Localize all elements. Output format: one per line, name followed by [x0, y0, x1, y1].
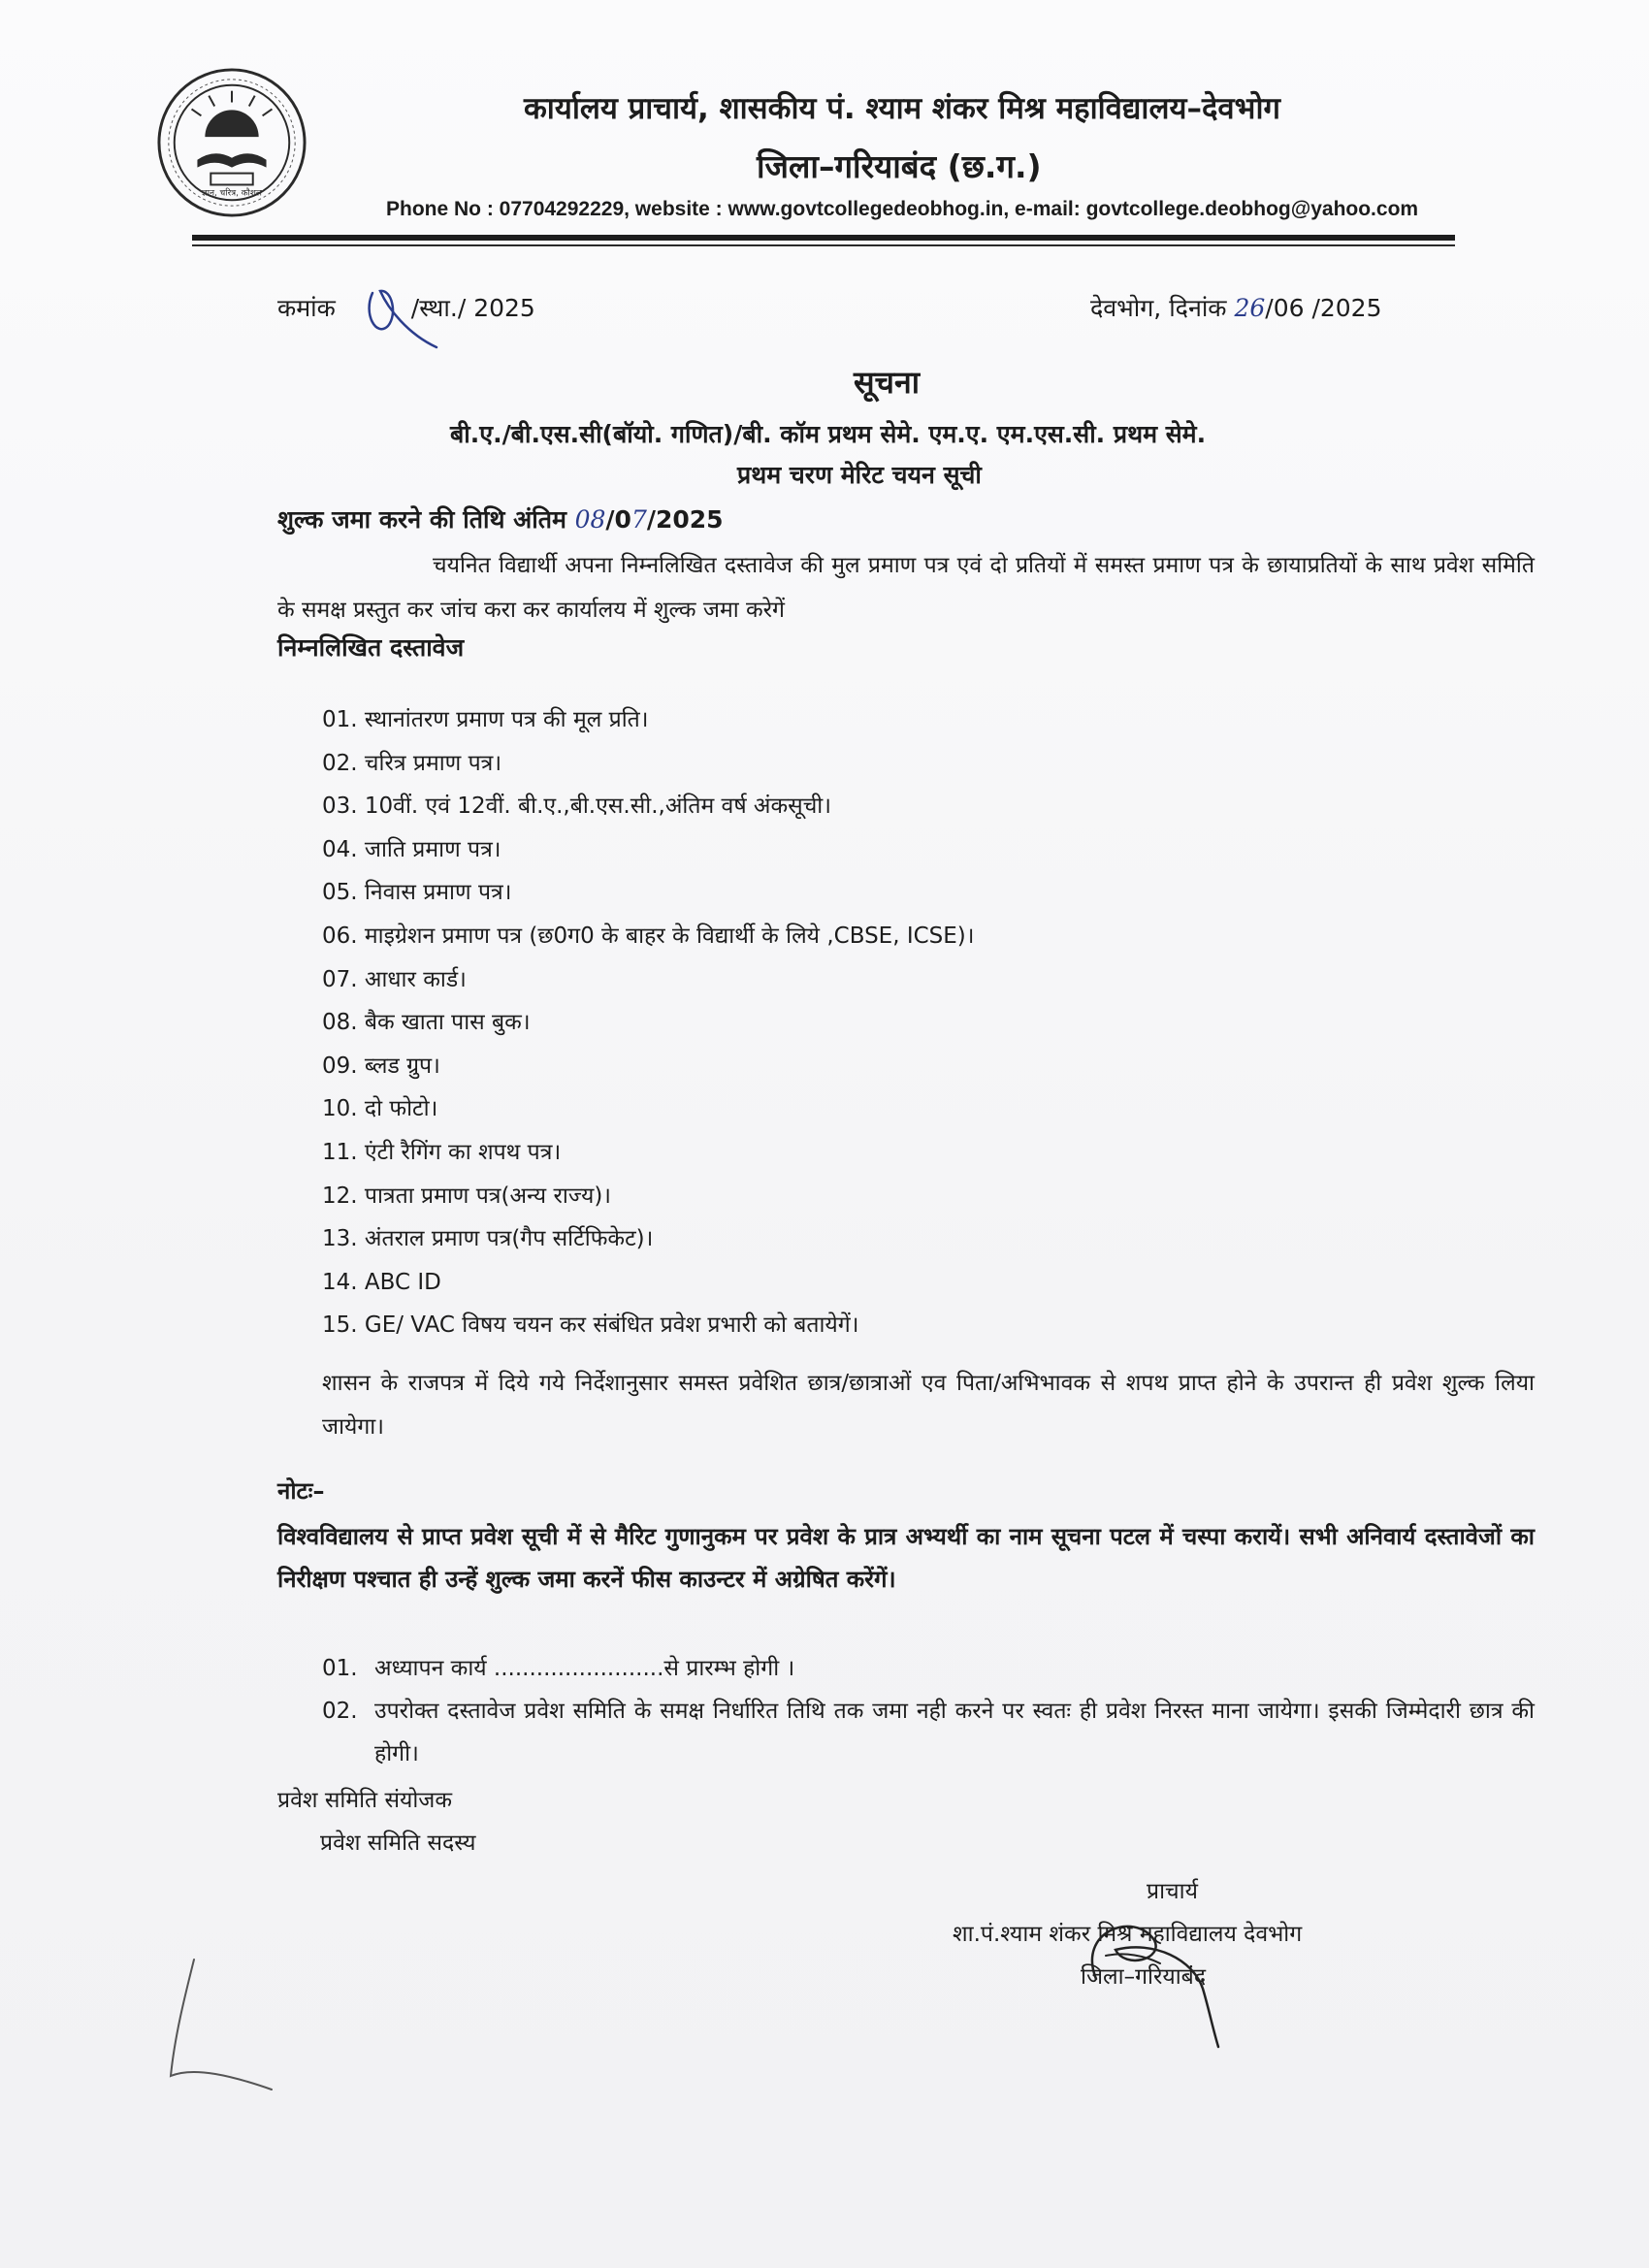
- fee-sep: /0: [605, 505, 631, 534]
- pen-mark-icon: [165, 1950, 281, 2095]
- list-item: 01. स्थानांतरण प्रमाण पत्र की मूल प्रति।: [322, 707, 649, 732]
- signatory-college: शा.पं.श्याम शंकर मिश्र महाविद्यालय देवभोग: [953, 1922, 1303, 1947]
- date-prefix: देवभोग, दिनांक: [1090, 294, 1235, 322]
- list-item: 14. ABC ID: [322, 1269, 441, 1295]
- reference-suffix: /स्था./ 2025: [403, 294, 535, 322]
- list-item: 15. GE/ VAC विषय चयन कर संबंधित प्रवेश प्रभारी को बतायेगें।: [322, 1312, 859, 1339]
- note-item-text: उपरोक्त दस्तावेज प्रवेश समिति के समक्ष निर्धारित तिथि तक जमा नही करने पर स्वतः ही प्रवेश निरस्त माना जायेगा। इसकी जिम्मेदारी छात्र की होगी।: [374, 1699, 1535, 1766]
- list-item: 02. चरित्र प्रमाण पत्र।: [322, 750, 502, 776]
- fee-hand-month: 7: [630, 505, 647, 534]
- list-item: 12. पात्रता प्रमाण पत्र(अन्य राज्य)।: [322, 1183, 612, 1209]
- documents-heading: निम्नलिखित दस्तावेज: [277, 633, 465, 662]
- note-item-number: 02.: [322, 1699, 358, 1724]
- committee-convener: प्रवेश समिति संयोजक: [277, 1788, 453, 1813]
- instruction-paragraph: [277, 543, 1535, 632]
- district-title: जिला–गरियाबंद (छ.ग.): [757, 147, 1042, 185]
- documents-list: [322, 698, 974, 1347]
- header-divider-thin: [192, 244, 1455, 246]
- fee-deadline: [277, 502, 724, 535]
- seal-motto: ज्ञान, चरित्र, कौशल: [202, 188, 262, 199]
- signature-icon: [1067, 1901, 1261, 2057]
- handwritten-scribble-icon: [359, 279, 440, 351]
- list-item: 04. जाति प्रमाण पत्र।: [322, 836, 501, 862]
- fee-year: /2025: [646, 505, 724, 534]
- signatory-district: जिला–गरियाबंद: [1081, 1964, 1207, 1990]
- note-item-text: अध्यापन कार्य ........................से प्रारम्भ होगी ।: [374, 1656, 795, 1681]
- notice-courses: बी.ए./बी.एस.सी(बॉयो. गणित)/बी. कॉम प्रथम सेमे. एम.ए. एम.एस.सी. प्रथम सेमे.: [450, 420, 1207, 448]
- instruction-text: चयनित विद्यार्थी अपना निम्नलिखित दस्तावेज की मुल प्रमाण पत्र एवं दो प्रतियों में समस्त प्रमाण पत्र के छायाप्रतियों के साथ प्रवेश समिति के समक्ष प्रस्तुत कर जांच करा कर कार्यालय में शुल्क जमा करेगें: [277, 553, 1535, 623]
- signatory-designation: प्राचार्य: [1147, 1879, 1198, 1904]
- list-item: 13. अंतराल प्रमाण पत्र(गैप सर्टिफिकेट)।: [322, 1226, 654, 1252]
- note-paragraph: विश्वविद्यालय से प्राप्त प्रवेश सूची में से मैरिट गुणानुकम पर प्रवेश के प्रात्र अभ्यर्थी का नाम सूचना पटल में चस्पा करायें। सभी अनिवार्य दस्तावेजों का निरीक्षण पश्चात ही उन्हें शुल्क जमा करनें फीस काउन्टर में अग्रेषित करेंगें।: [277, 1523, 1535, 1593]
- list-item: 09. ब्लड ग्रुप।: [322, 1053, 440, 1079]
- issue-date: [1090, 291, 1382, 324]
- list-item: 07. आधार कार्ड।: [322, 966, 467, 992]
- list-item: 06. माइग्रेशन प्रमाण पत्र (छ0ग0 के बाहर के विद्यार्थी के लिये ,CBSE, ICSE)।: [322, 923, 975, 949]
- reference-prefix: कमांक: [277, 294, 336, 322]
- notice-title: सूचना: [854, 364, 921, 401]
- note-list: [322, 1647, 1535, 1775]
- list-item: 05. निवास प्रमाण पत्र।: [322, 880, 512, 906]
- committee-block: [277, 1779, 476, 1864]
- list-item: 08. बैक खाता पास बुक।: [322, 1010, 531, 1036]
- notice-subtitle: प्रथम चरण मेरिट चयन सूची: [737, 461, 982, 489]
- office-title: कार्यालय प्राचार्य, शासकीय पं. श्याम शंकर मिश्र महाविद्यालय–देवभोग: [524, 91, 1280, 126]
- fee-hand-day: 08: [574, 505, 606, 534]
- fee-deadline-label: शुल्क जमा करने की तिथि अंतिम: [277, 505, 575, 534]
- list-item: [322, 1690, 1535, 1775]
- list-item: 10. दो फोटो।: [322, 1096, 438, 1122]
- note-item-number: 01.: [322, 1656, 358, 1681]
- header-divider: [192, 235, 1455, 241]
- college-seal-icon: [155, 66, 308, 219]
- note-label: नोटः–: [277, 1477, 325, 1505]
- gazette-paragraph: शासन के राजपत्र में दिये गये निर्देशानुसार समस्त प्रवेशित छात्र/छात्राओं एव पिता/अभिभावक से शपथ प्राप्त होने के उपरान्त ही प्रवेश शुल्क लिया जायेगा।: [322, 1371, 1535, 1440]
- date-handwritten-day: 26: [1234, 294, 1266, 322]
- committee-member: प्रवेश समिति सदस्य: [320, 1831, 476, 1856]
- list-item: 11. एंटी रैगिंग का शपथ पत्र।: [322, 1139, 562, 1165]
- list-item: 03. 10वीं. एवं 12वीं. बी.ए.,बी.एस.सी.,अंतिम वर्ष अंकसूची।: [322, 794, 831, 820]
- list-item: [322, 1647, 1535, 1690]
- contact-line: Phone No : 07704292229, website : www.govtcollegedeobhog.in, e-mail: govtcollege.deobhog@yahoo.com: [386, 198, 1419, 220]
- date-suffix: /06 /2025: [1265, 294, 1382, 322]
